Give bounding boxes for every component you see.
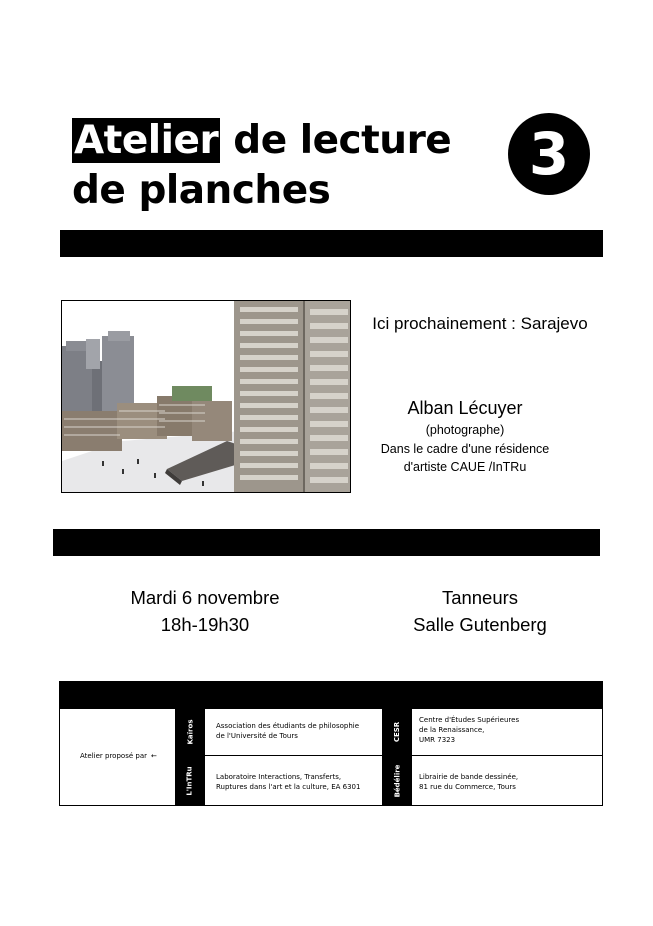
partner-description-intru: Laboratoire Interactions, Transferts, Ruptures dans l'art et la culture, EA 6301 xyxy=(216,773,361,791)
residency-context-line-2: d'artiste CAUE /InTRu xyxy=(403,460,527,474)
sarajevo-photo xyxy=(61,300,351,493)
proposed-by-label: Atelier proposé par xyxy=(80,752,147,760)
artist-role: (photographe) xyxy=(425,423,505,437)
middle-divider-bar xyxy=(53,529,600,556)
venue-room: Salle Gutenberg xyxy=(413,614,547,635)
partner-label-intru: L'InTRu xyxy=(175,755,205,806)
session-number-badge: 3 xyxy=(508,113,590,195)
venue-name: Tanneurs xyxy=(441,587,519,608)
partner-label-cesr: CESR xyxy=(382,709,412,755)
partner-description-bedelire: Librairie de bande dessinée, 81 rue du Commerce, Tours xyxy=(419,773,519,791)
partners-table-header xyxy=(60,682,602,709)
event-time: 18h-19h30 xyxy=(160,614,250,635)
partner-description-cesr: Centre d'Études Supérieures de la Renaissance, UMR 7323 xyxy=(419,716,520,744)
partner-description-kairos: Association des étudiants de philosophie de l'Université de Tours xyxy=(216,722,360,740)
title-rest: de lecture xyxy=(220,118,452,163)
row-divider-left xyxy=(205,755,382,756)
info-heading: Ici prochainement : Sarajevo xyxy=(372,314,588,333)
proposed-by xyxy=(80,752,180,760)
artist-name: Alban Lécuyer xyxy=(407,398,523,418)
row-divider-right xyxy=(412,755,603,756)
partner-label-bedelire: Bédélire xyxy=(382,755,412,806)
partner-label-kairos: Kaïros xyxy=(175,709,205,755)
title-highlight: Atelier xyxy=(74,118,219,163)
poster-title xyxy=(72,116,492,216)
top-divider-bar xyxy=(60,230,603,257)
title-line-2: de planches xyxy=(72,168,331,213)
partners-table xyxy=(59,681,603,806)
residency-context-line-1: Dans le cadre d'une résidence xyxy=(380,442,550,456)
title-line-1 xyxy=(72,116,492,166)
arrow-left-icon: ← xyxy=(150,752,157,760)
event-date: Mardi 6 novembre xyxy=(130,587,280,608)
